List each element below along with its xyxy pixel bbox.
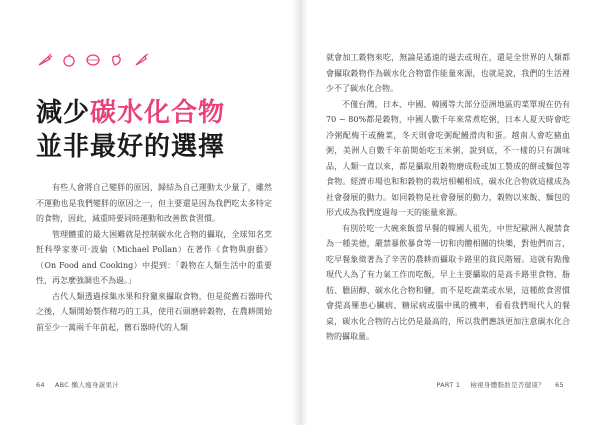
headline-line2: 並非最好的選擇 (36, 132, 226, 162)
body-paragraph: 古代人類透過採集水果和狩獵來攝取食物，但是從舊石器時代之後，人類開始製作精巧的工具，使用石頭磨碎穀物，在農耕開始前至少一萬兩千年前起，舊石器時代的人類 (36, 291, 272, 332)
body-paragraph: 有別於吃一大碗來飯當早餐的韓國人祖先，中世紀歐洲人親禁食為一種美德，嚴禁暴飲暴食等一切和肉體相關的快樂，對他們而言，吃早餐象徵著為了辛苦的農耕而攝取卡路里的貧民階層。這就有點像現代人為了有力氣工作而吃飯，早上主要攝取的是高卡路里食物、脂肪、膽固醇、碳水化合物和鹽，而不是吃蔬菜或水果，這種飲食習慣會提高罹患心臟病、糖尿病或腦中風的機率，看看我們現代人的餐桌，碳水化合物的占比仍是最高的，所以我們應該更加注意碳水化合物的攝取量。 (326, 223, 570, 341)
body-paragraph: 管理體重的最大困難就是控制碳水化合物的攝取，全球知名烹飪科學家麥可·波倫（Michael Pollan）在著作《食物與廚藝》（On Food and Cooking）中提到：「穀物在人類生活中的重要性，再怎麼強調也不為過。」 (36, 229, 272, 285)
page-number: 65 (555, 381, 564, 389)
food-icon-row (36, 52, 150, 66)
headline-accent: 碳水化合物 (90, 98, 226, 128)
chapter-headline (36, 96, 225, 164)
left-page-body (36, 180, 272, 335)
book-title: ABC 懶人瘦身蔬果汁 (54, 381, 120, 389)
right-page-body (326, 50, 570, 345)
carrot-icon (132, 52, 150, 66)
page-gutter (292, 0, 308, 425)
body-paragraph: 有些人會將自己變胖的原因，歸結為自己運動太少量了，雖然不運動也是我們變胖的原因之一，但主要還是因為我們吃太多特定的食物，因此，減重時要同時運動和改善飲食習慣。 (36, 183, 272, 223)
body-paragraph: 就會加工穀物來吃，無論是遙遠的過去或現在，還是全世界的人類都會攝取穀物作為碳水化合物當作能量來源，也就是說，我們的生活裡少不了碳水化合物。 (326, 53, 570, 93)
lemon-icon (84, 52, 102, 66)
part-label: PART 1 (436, 381, 461, 389)
page-number: 64 (36, 381, 45, 389)
right-page-footer (436, 380, 564, 389)
chapter-title: 檢視身體脂肪是否健康？ (470, 381, 546, 389)
left-page-footer (36, 380, 119, 389)
pepper-icon (108, 52, 126, 66)
headline-prefix: 減少 (36, 98, 91, 128)
carrot-icon (36, 52, 54, 66)
body-paragraph: 不僅台灣，日本、中國、韓國等大部分亞洲地區的菜單現在仍有 70 ~ 80%都是穀物，中國人數千年來常煮吃粥，日本人夏天時會吃冷粥配梅干或醃菜，冬天則會吃粥配鰻滑肉和蛋。越南人會吃豬血粥，美洲人自數千年前開始吃玉米粥，說到底，不一樣的只有調味品，人類一直以來，都是攝取用穀物磨成粉或加工製成的餅或麵包等食物。經濟市場也和和穀物的栽培相輔相成，碳水化合物就這樣成為社會發展的動力。如同穀物是社會發展的動力，穀物以來飯、麵包的形式成為我們度過每一天的能量來源。 (326, 99, 570, 217)
apple-icon (60, 52, 78, 66)
